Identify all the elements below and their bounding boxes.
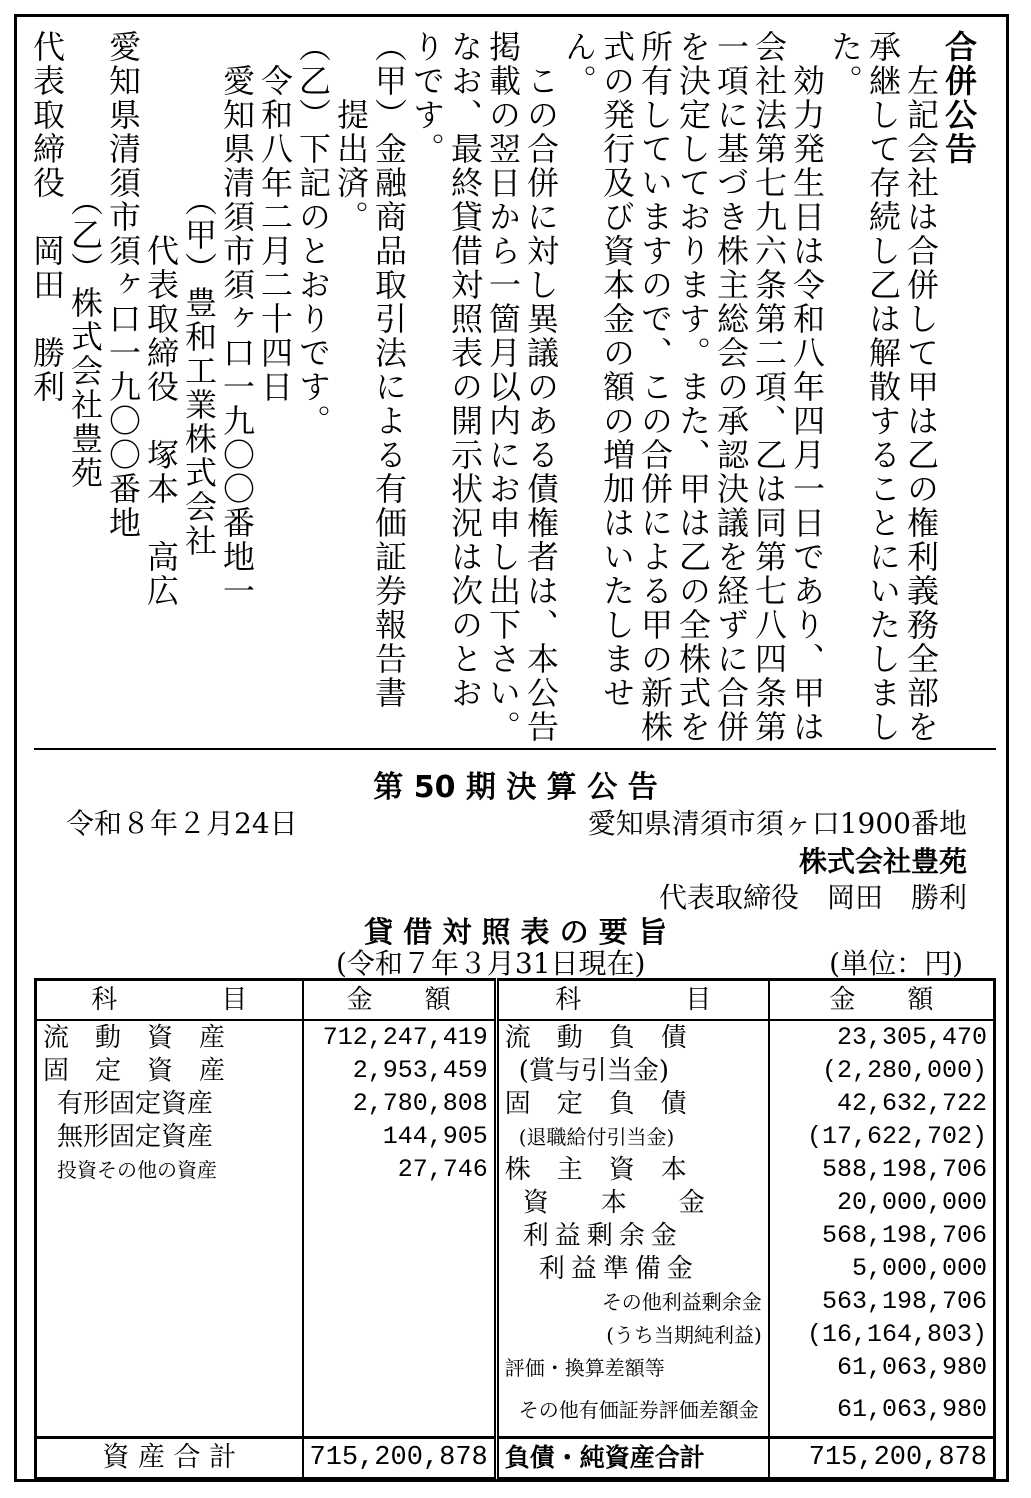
liability-label: 流 動 負 債 — [496, 1020, 769, 1054]
merger-notice — [28, 30, 978, 744]
liability-label: 資 本 金 — [496, 1186, 769, 1219]
table-row — [36, 1384, 995, 1438]
notice-line: （乙）株式会社豊苑 — [66, 30, 104, 490]
table-row — [36, 1120, 995, 1153]
total-liabilities-value: 715,200,878 — [769, 1438, 995, 1479]
notice-line: 一項に基づき株主総会の承認決議を経ずに合併 — [712, 30, 750, 744]
unit-label: (単位：円) — [829, 947, 963, 980]
notice-line: 左記会社は合併して甲は乙の権利義務全部を — [902, 30, 940, 744]
table-row — [36, 1219, 995, 1252]
balance-sheet-table — [34, 978, 996, 1480]
table-header-row — [36, 980, 995, 1021]
liability-value: 61,063,980 — [836, 1352, 987, 1382]
liability-value: 5,000,000 — [851, 1253, 987, 1283]
company-address: 愛知県清須市須ヶ口1900番地 — [587, 807, 967, 840]
total-liabilities-label: 負債・純資産合計 — [496, 1438, 769, 1479]
notice-line: 代表取締役 岡田 勝利 — [28, 30, 66, 404]
notice-line: 提出済。 — [332, 30, 370, 234]
liability-label: 利益準備金 — [496, 1252, 769, 1285]
liability-value: 61,063,980 — [836, 1395, 987, 1424]
notice-line: 式の発行及び資本金の額の増加はいたしませ — [598, 30, 636, 710]
table-row — [36, 1318, 995, 1351]
liability-value: 588,198,706 — [821, 1154, 987, 1184]
liability-label: その他利益剰余金 — [496, 1285, 769, 1318]
asset-label: 投資その他の資産 — [36, 1153, 303, 1186]
liability-label: 利益剰余金 — [496, 1219, 769, 1252]
table-row — [36, 1054, 995, 1087]
liability-value: 20,000,000 — [836, 1187, 987, 1217]
notice-line: 掲載の翌日から一箇月以内にお申し出下さい。 — [484, 30, 522, 744]
table-row — [36, 1186, 995, 1219]
table-row — [36, 1153, 995, 1186]
liability-value: 23,305,470 — [836, 1022, 987, 1052]
total-row — [36, 1438, 995, 1479]
liability-value: 42,632,722 — [836, 1088, 987, 1118]
liability-value: (16,164,803) — [806, 1319, 987, 1349]
asset-label: 有形固定資産 — [36, 1087, 303, 1120]
balance-sheet-title: 貸 借 対 照 表 の 要 旨 — [364, 915, 667, 949]
notice-line: 愛知県清須市須ヶ口一九〇〇番地一 — [218, 30, 256, 608]
asset-value: 144,905 — [303, 1120, 497, 1153]
header-amount: 金 額 — [769, 980, 995, 1021]
header-item: 科 目 — [36, 980, 303, 1021]
liability-label: (退職給付引当金) — [496, 1120, 769, 1153]
divider — [34, 748, 996, 750]
notice-line: 効力発生日は令和八年四月一日であり、甲は — [788, 30, 826, 744]
announcement-date: 令和８年２月24日 — [66, 807, 298, 840]
notice-line: （甲）金融商品取引法による有価証券報告書 — [370, 30, 408, 710]
liability-label: (うち当期純利益) — [496, 1318, 769, 1351]
asset-value: 712,247,419 — [303, 1020, 497, 1054]
notice-line: ん。 — [560, 30, 598, 98]
notice-line: 承継して存続し乙は解散することにいたしまし — [864, 30, 902, 744]
notice-line: なお、最終貸借対照表の開示状況は次のとお — [446, 30, 484, 710]
table-row — [36, 1285, 995, 1318]
asset-value: 2,953,459 — [303, 1054, 497, 1087]
notice-line: た。 — [826, 30, 864, 98]
asset-label: 固 定 資 産 — [36, 1054, 303, 1087]
table-row — [36, 1087, 995, 1120]
company-name: 株式会社豊苑 — [798, 845, 967, 878]
table-row — [36, 1351, 995, 1384]
notice-line: 代表取締役 塚本 高広 — [142, 30, 180, 608]
asset-value: 27,746 — [303, 1153, 497, 1186]
company-representative: 代表取締役 岡田 勝利 — [658, 881, 967, 914]
liability-value: (2,280,000) — [821, 1055, 987, 1085]
liability-label: 評価・換算差額等 — [496, 1351, 769, 1384]
header-amount: 金 額 — [303, 980, 497, 1021]
liability-value: (17,622,702) — [806, 1121, 987, 1151]
liability-label: その他有価証券評価差額金 — [496, 1384, 769, 1438]
notice-title: 合併公告 — [940, 30, 978, 166]
liability-label: 株 主 資 本 — [496, 1153, 769, 1186]
notice-line: （乙）下記のとおりです。 — [294, 30, 332, 438]
liability-value: 563,198,706 — [821, 1286, 987, 1316]
total-assets-value: 715,200,878 — [303, 1438, 497, 1479]
notice-line: この合併に対し異議のある債権者は、本公告 — [522, 30, 560, 744]
liability-label: 固 定 負 債 — [496, 1087, 769, 1120]
liability-label: (賞与引当金) — [496, 1054, 769, 1087]
table-row — [36, 1252, 995, 1285]
asset-value: 2,780,808 — [303, 1087, 497, 1120]
notice-line: りです。 — [408, 30, 446, 166]
notice-line: 愛知県清須市須ヶ口一九〇〇番地 — [104, 30, 142, 540]
liability-value: 568,198,706 — [821, 1220, 987, 1250]
total-assets-label: 資 産 合 計 — [36, 1438, 303, 1479]
as-of-date: (令和７年３月31日現在) — [336, 947, 646, 980]
asset-label: 無形固定資産 — [36, 1120, 303, 1153]
notice-line: 所有していますので、この合併による甲の新株 — [636, 30, 674, 744]
settlement-title: 第 50 期 決 算 公 告 — [373, 770, 658, 805]
table-row — [36, 1020, 995, 1054]
notice-line: 令和八年二月二十四日 — [256, 30, 294, 404]
header-item: 科 目 — [496, 980, 769, 1021]
asset-label: 流 動 資 産 — [36, 1020, 303, 1054]
notice-line: （甲）豊和工業株式会社 — [180, 30, 218, 558]
notice-line: 会社法第七九六条第二項、乙は同第七八四条第 — [750, 30, 788, 744]
notice-line: を決定しております。また、甲は乙の全株式を — [674, 30, 712, 744]
